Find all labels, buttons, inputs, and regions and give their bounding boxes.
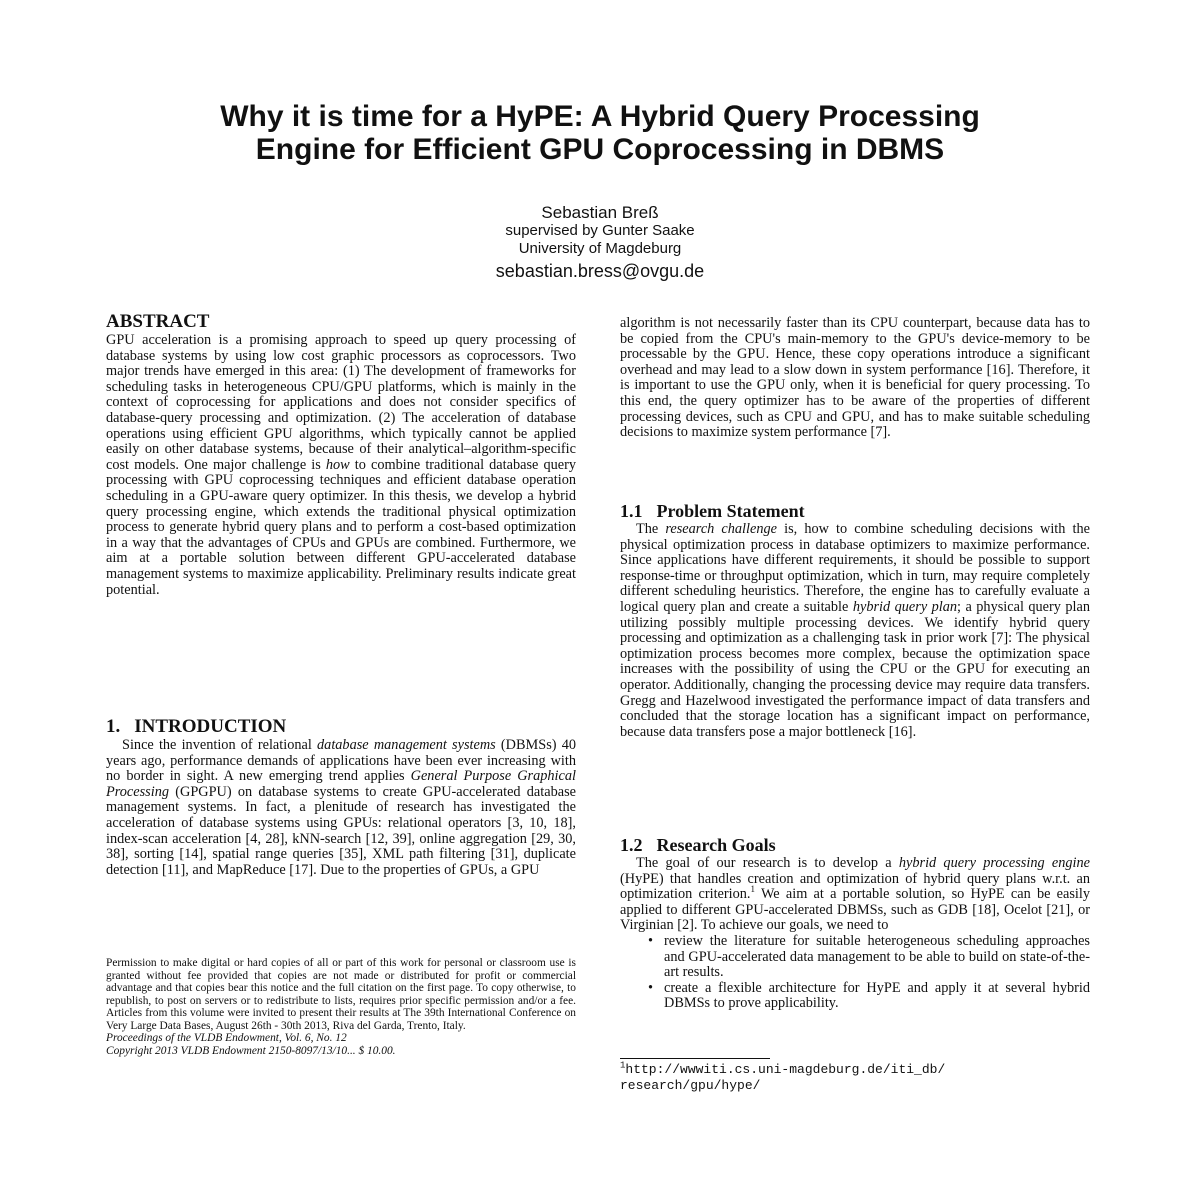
intro-emph-gpgpu: General Purpose Graphical Processing [106, 768, 576, 800]
author-name: Sebastian Breß [541, 203, 659, 222]
abstract-text-a: GPU acceleration is a promising approach to speed up query processing of database systems by using low cost graphic processors as coprocessors. Two major trends have emerged in this area: (1) The development of frameworks for scheduling tasks in heterogeneous CPU/GPU platforms, which is mainly in the context of coprocessing for applications and does not consider specifics of database-query processing and optimization. (2) The acceleration of database operations using efficient GPU algorithms, which typically cannot be applied easily on other database systems, because of their analytical–algorithm-specific cost models. One major challenge is [106, 332, 576, 473]
subsection-number: 1.2 [620, 835, 643, 855]
list-item [648, 932, 1090, 981]
abstract-text-b: to combine traditional database query processing with GPU coprocessing techniques and efficient database operation scheduling in a GPU-aware query optimizer. In this thesis, we develop a hybrid query processing engine, which extends the traditional physical optimization process to generate hybrid query plans and to perform a cost-based optimization in a way that the advantages of CPUs and GPUs are combined. Furthermore, we aim at a portable solution between different GPU-accelerated database management systems to maximize applicability. Preliminary results indicate great potential. [106, 456, 577, 598]
goals-text-2: (HyPE) that handles creation and optimization of hybrid query plans w.r.t. an optimization criterion. [620, 870, 1090, 903]
problem-text-3: ; a physical query plan utilizing possibly multiple processing devices. We identify hybrid query processing and optimization as a challenging task in prior work [7]: The physical optimization process becomes more complex, because the optimization space increases with the possibility of using the CPU or the GPU for executing an operator. Additionally, changing the processing device may require data transfers. Gregg and Hazelwood investigated the performance impact of data transfers and concluded that the storage location has a significant impact on performance, because data transfers pose a major bottleneck [16]. [620, 598, 1090, 740]
problem-text-2: is, how to combine scheduling decisions with the physical optimization process in database optimizers to maximize performance. Since applications have different requirements, it should be possible to support response-time or throughput optimization, which in turn, may require completely different scheduling heuristics. Therefore, the engine has to carefully evaluate a logical query plan and create a suitable [620, 521, 1090, 615]
subsection-title: Problem Statement [656, 501, 805, 521]
list-item-text: review the literature for suitable heterogeneous scheduling approaches and GPU-accelerated data management to be able to build on state-of-the-art results. [664, 932, 1090, 981]
subsection-number: 1.1 [620, 501, 643, 521]
research-goals-heading [620, 834, 1090, 856]
introduction-section [106, 716, 576, 878]
problem-statement-section [620, 500, 1090, 740]
footnote-reference[interactable]: 1 [750, 884, 755, 895]
footnote-divider [620, 1058, 770, 1059]
research-goals-text [620, 856, 1090, 934]
title-line-2: Engine for Efficient GPU Coprocessing in DBMS [255, 133, 945, 166]
intro-continued-text: algorithm is not necessarily faster than its CPU counterpart, because data has to be copied from the CPU's main-memory to the GPU's device-memory to be processable by the GPU. Hence, these copy operations introduce a significant overhead and may lead to a slow down in system performance [16]. Therefore, it is important to use the GPU only, when it is beneficial for query processing. To this end, the query optimizer has to be aware of the properties of different processing devices, such as CPU and GPU, and has to make suitable scheduling decisions to maximize system performance [7]. [620, 315, 1090, 441]
abstract-section [106, 311, 576, 598]
abstract-emph-how: how [325, 456, 350, 473]
footnote-mark: 1 [620, 1060, 626, 1071]
author-affiliation [300, 222, 900, 258]
footnote-url-1[interactable]: http://wwwiti.cs.uni-magdeburg.de/iti_db/ [625, 1062, 946, 1077]
bullet-icon: • [648, 979, 654, 996]
problem-statement-text [620, 522, 1090, 740]
goals-emph-hype: hybrid query processing engine [898, 855, 1090, 871]
title-line-1: Why it is time for a HyPE: A Hybrid Query Processing [220, 100, 980, 133]
abstract-heading: ABSTRACT [106, 311, 210, 332]
list-item [648, 979, 1090, 1012]
section-number: 1. [106, 716, 121, 737]
introduction-text [106, 738, 576, 878]
subsection-title: Research Goals [656, 835, 776, 855]
intro-text-3: (GPGPU) on database systems to create GPU-accelerated database management systems. In fact, a plenitude of research has investigated the acceleration of database systems using GPUs: relational operators [3, 10, 18], index-scan acceleration [4, 28], kNN-search [12, 39], online aggregation [29, 30, 38], sorting [14], spatial range queries [35], XML path filtering [31], duplicate detection [11], and MapReduce [17]. Due to the properties of GPUs, a GPU [106, 783, 576, 878]
goals-text-3: We aim at a portable solution, so HyPE can be easily applied to different GPU-accelerated DBMSs, such as GDB [18], Ocelot [21], or Virginian [2]. To achieve our goals, we need to [620, 886, 1090, 934]
permission-text: Permission to make digital or hard copies of all or part of this work for personal or classroom use is granted without fee provided that copies are not made or distributed for profit or commercial advantage and that copies bear this notice and the full citation on the first page. To copy otherwise, to republish, to post on servers or to redistribute to lists, requires prior specific permission and/or a fee. Articles from this volume were invited to present their results at The 39th International Conference on Very Large Data Bases, August 26th - 30th 2013, Riva del Garda, Trento, Italy. [106, 957, 576, 1032]
author-email: sebastian.bress@ovgu.de [495, 261, 705, 281]
list-item-text: create a flexible architecture for HyPE and apply it at several hybrid DBMSs to prove applicability. [664, 979, 1090, 1012]
problem-emph-plan: hybrid query plan [852, 598, 958, 615]
footnote-line-1[interactable] [620, 1062, 1090, 1078]
copyright-line: Copyright 2013 VLDB Endowment 2150-8097/13/10... $ 10.00. [106, 1044, 396, 1057]
footnote-url-2[interactable]: research/gpu/hype/ [620, 1078, 761, 1093]
intro-text-1: Since the invention of relational [122, 737, 318, 753]
problem-emph-challenge: research challenge [665, 521, 777, 537]
abstract-text [106, 333, 576, 598]
problem-statement-heading [620, 500, 1090, 522]
intro-text-2: (DBMSs) 40 years ago, performance demands of applications have been ever increasing with no border in sight. A new emerging trend applies [106, 737, 576, 785]
paper-title [100, 100, 1100, 166]
problem-text-1: The [636, 521, 666, 537]
institution: University of Magdeburg [518, 240, 682, 257]
section-title: INTRODUCTION [134, 716, 287, 737]
introduction-heading [106, 716, 576, 738]
intro-continued [620, 316, 1090, 441]
intro-emph-dbms: database management systems [317, 737, 496, 753]
permission-block [106, 957, 576, 1057]
research-goals-section [620, 834, 1090, 1012]
footnote [620, 1062, 1090, 1094]
bullet-icon: • [648, 932, 654, 949]
goals-text-1: The goal of our research is to develop a [636, 855, 899, 871]
goals-list [620, 934, 1090, 1012]
supervisor: supervised by Gunter Saake [505, 222, 695, 239]
proceedings-line: Proceedings of the VLDB Endowment, Vol. 6, No. 12 [106, 1032, 347, 1044]
